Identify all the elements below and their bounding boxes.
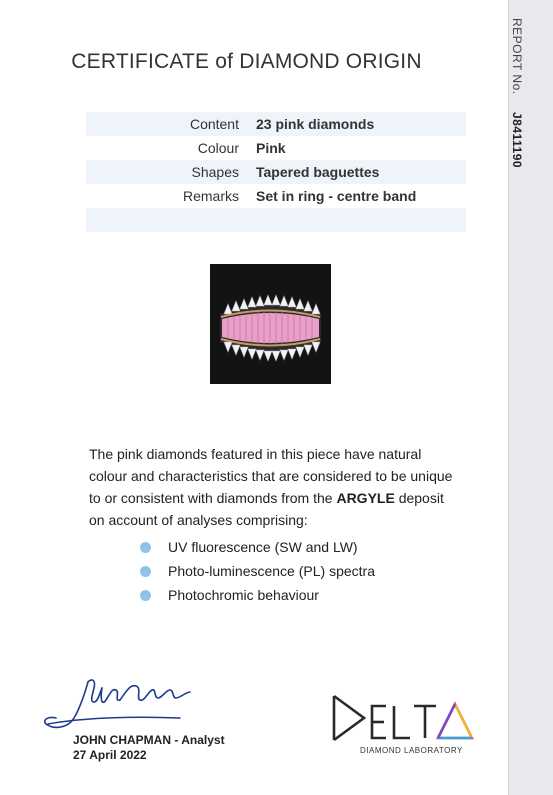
analysis-label: UV fluorescence (SW and LW) (168, 539, 358, 555)
details-table (86, 112, 466, 232)
details-value: Pink (256, 140, 286, 156)
logo-subtitle: DIAMOND LABORATORY (360, 746, 463, 755)
details-blank-row (86, 208, 466, 232)
delta-logo-icon (330, 690, 480, 748)
list-item (140, 559, 375, 583)
origin-statement-text: The pink diamonds featured in this piece have natural colour and characteristics that are considered to be unique to or consistent with diamonds from the (89, 446, 453, 506)
report-number-block (510, 18, 524, 169)
origin-statement-text-end: deposit on account of analyses comprising: (89, 490, 444, 528)
ring-photo (210, 264, 331, 384)
analysis-label: Photo-luminescence (PL) spectra (168, 563, 375, 579)
list-item (140, 583, 375, 607)
details-value: 23 pink diamonds (256, 116, 375, 132)
signature-icon (40, 672, 215, 734)
details-value: Set in ring - centre band (256, 188, 417, 204)
bullet-dot-icon (140, 590, 151, 601)
list-item (140, 535, 375, 559)
details-label: Colour (197, 140, 239, 156)
bullet-dot-icon (140, 542, 151, 553)
analyses-list (140, 535, 375, 607)
origin-statement (89, 443, 459, 531)
ring-photo-icon (210, 264, 331, 384)
details-row-content (86, 112, 466, 136)
deposit-name: ARGYLE (336, 490, 395, 506)
signatory-block (73, 733, 225, 763)
signature-date: 27 April 2022 (73, 748, 147, 762)
report-label: REPORT No. (510, 18, 524, 95)
details-row-colour (86, 136, 466, 160)
details-label: Shapes (191, 164, 239, 180)
analysis-label: Photochromic behaviour (168, 587, 319, 603)
details-value: Tapered baguettes (256, 164, 380, 180)
details-row-remarks (86, 184, 466, 208)
certificate-title: CERTIFICATE of DIAMOND ORIGIN (71, 50, 422, 73)
details-label: Content (189, 116, 239, 132)
bullet-dot-icon (140, 566, 151, 577)
report-number: J8411190 (510, 112, 524, 169)
details-row-shapes (86, 160, 466, 184)
details-label: Remarks (182, 188, 239, 204)
signatory-name: JOHN CHAPMAN - Analyst (73, 733, 225, 747)
